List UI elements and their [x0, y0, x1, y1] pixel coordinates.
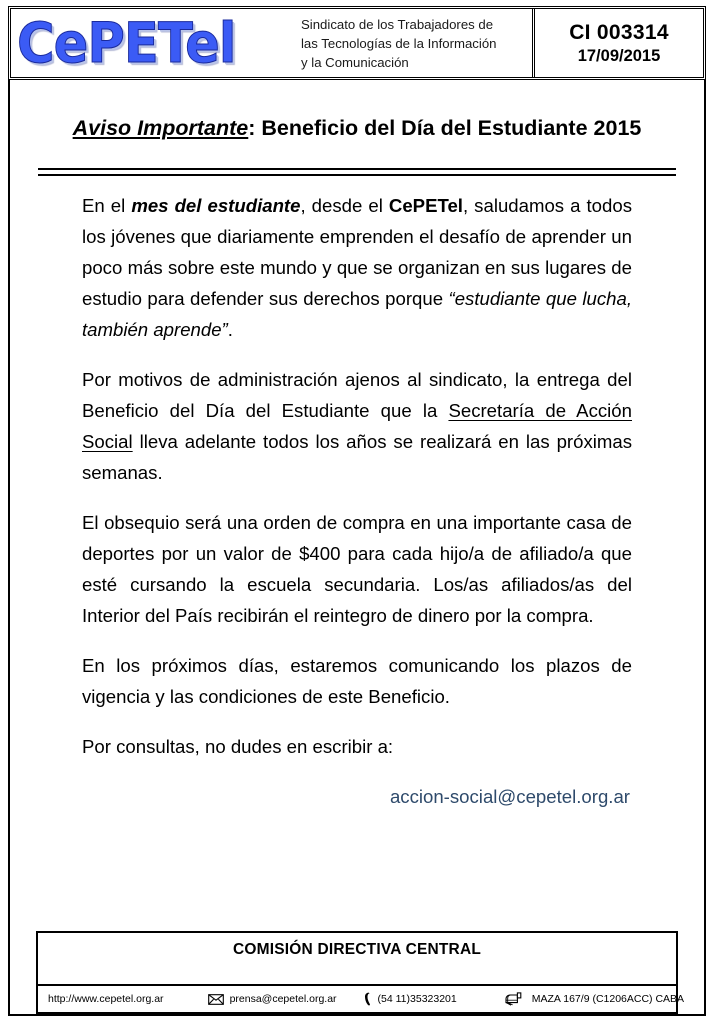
p1-part-1: En el — [82, 195, 132, 216]
p2-part-1: Por motivos de administración ajenos al sindicato, la entrega del Beneficio del Día del Estudiante que la — [82, 369, 632, 421]
phone-icon — [363, 992, 372, 1006]
phone-number: (54 11)35323201 — [377, 993, 457, 1005]
p2-secretaria-accion-social: Secretaría de Acción Social — [82, 400, 632, 452]
postal-address: MAZA 167/9 (C1206ACC) CABA — [531, 993, 685, 1005]
p1-part-3: , desde el — [300, 195, 389, 216]
title-emphasis: Aviso Importante — [72, 116, 249, 140]
p3-text: El obsequio será una orden de compra en una importante casa de deportes por un valor de $400 para cada hijo/a de afiliado/a que esté cursando la escuela secundaria. Los/as afiliados/as del Interior del País recibirán el reintegro de dinero por la compra. — [82, 512, 632, 626]
document-reference — [532, 9, 703, 77]
logo-cell — [11, 9, 289, 77]
title-rest: : Beneficio del Día del Estudiante 2015 — [248, 116, 642, 140]
p1-part-5: , saludamos a todos los jóvenes que diariamente emprenden el desafío de aprender un poco más sobre este mundo y que se organizan en sus lugares de estudio para defender sus derechos porque — [82, 195, 633, 309]
p1-emphasis-mes-del-estudiante: mes del estudiante — [131, 195, 301, 216]
accion-social-email-link[interactable]: accion-social@cepetel.org.ar — [389, 786, 630, 807]
contact-bar — [36, 986, 685, 1014]
website-url: http://www.cepetel.org.ar — [48, 993, 164, 1005]
cepetel-logo: CePETel — [17, 11, 236, 75]
contact-email[interactable] — [208, 993, 337, 1005]
signature-block — [36, 931, 678, 986]
paragraph-1 — [82, 190, 632, 345]
contact-phone — [363, 992, 457, 1006]
page-title — [36, 114, 678, 142]
p5-text: Por consultas, no dudes en escribir a: — [82, 736, 394, 757]
document-date: 17/09/2015 — [577, 46, 661, 65]
signature-text: COMISIÓN DIRECTIVA CENTRAL — [232, 941, 482, 958]
org-line-1: Sindicato de los Trabajadores de — [301, 16, 494, 32]
document-header — [8, 6, 706, 80]
title-divider — [38, 168, 676, 176]
p1-quote: “estudiante que lucha, también aprende” — [82, 288, 632, 340]
contact-email-line — [82, 781, 632, 812]
organization-name — [289, 9, 528, 77]
paragraph-2 — [82, 364, 632, 488]
paragraph-4 — [82, 650, 632, 712]
org-line-3: y la Comunicación — [301, 54, 409, 70]
p1-part-7: . — [227, 319, 233, 340]
document-content — [36, 176, 678, 921]
paragraph-3 — [82, 507, 632, 631]
contact-address — [505, 992, 684, 1006]
org-line-2: las Tecnologías de la Información — [301, 35, 497, 51]
paragraph-5 — [82, 731, 632, 762]
contact-website[interactable] — [48, 993, 164, 1005]
document-body — [8, 80, 706, 1016]
page-bottom-padding — [8, 1016, 706, 1018]
p4-text: En los próximos días, estaremos comunicando los plazos de vigencia y las condiciones de este Beneficio. — [82, 655, 632, 707]
envelope-icon — [208, 994, 224, 1005]
press-email-address: prensa@cepetel.org.ar — [229, 993, 337, 1005]
p2-part-3: lleva adelante todos los años se realizará en las próximas semanas. — [82, 431, 632, 483]
mailbox-icon — [505, 992, 526, 1006]
ci-number: CI 003314 — [569, 20, 669, 44]
p1-brand-cepetel: CePETel — [388, 195, 463, 216]
document-footer — [36, 921, 685, 1014]
